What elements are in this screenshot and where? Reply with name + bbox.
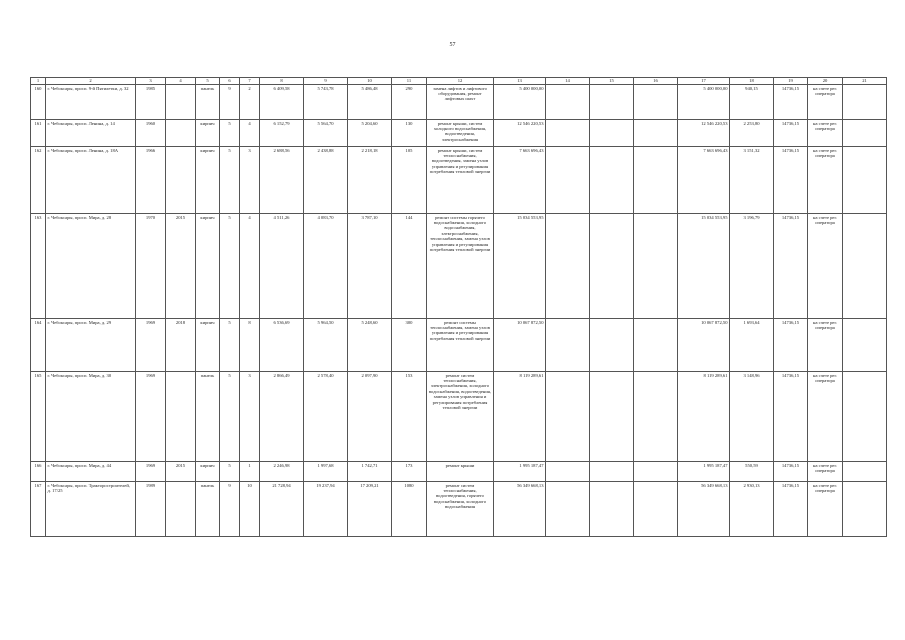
cell-reconstruction-year	[166, 85, 196, 120]
cell-build-year: 1969	[136, 319, 166, 372]
cell-col-16	[634, 372, 678, 462]
column-number: 12	[427, 78, 494, 85]
cell-cost-per-m2: 1 693,64	[730, 319, 774, 372]
cell-residential-area: 2 097,90	[348, 372, 392, 462]
cell-address: г. Чебоксары, просп. Тракторостроителей, д. 17/25	[46, 482, 136, 537]
cell-address: г. Чебоксары, просп. Мира, д. 29	[46, 319, 136, 372]
table-row	[31, 462, 887, 482]
capital-repair-table	[30, 77, 887, 537]
cell-repair-works: ремонт системы теплоснабжения, замена узлов управления и регулирования потребления тепловой энергии	[427, 319, 494, 372]
cell-repair-works: ремонт систем теплоснабжения, водоотведения, горячего водоснабжения, холодного водоснабжения	[427, 482, 494, 537]
cell-repair-works: ремонт крыши	[427, 462, 494, 482]
cell-wall-material: кирпич	[196, 120, 220, 147]
table-row	[31, 214, 887, 319]
cell-cost-per-m2: 940,15	[730, 85, 774, 120]
cell-col-21	[843, 319, 887, 372]
cell-build-year: 1960	[136, 120, 166, 147]
cell-residential-area: 5 204,60	[348, 120, 392, 147]
cell-total-area: 21 728,94	[260, 482, 304, 537]
cell-entrances: 4	[240, 120, 260, 147]
cell-living-area: 2 438,88	[304, 147, 348, 214]
cell-fund-method: на счете рег. оператора	[808, 482, 843, 537]
cell-address: г. Чебоксары, просп. 9-й Пятилетки, д. 32	[46, 85, 136, 120]
cell-residential-area: 5 486,48	[348, 85, 392, 120]
cell-repair-works: ремонт крыши, систем холодного водоснабжения, водоотведения, электроснабжения	[427, 120, 494, 147]
cell-living-area: 5 964,50	[304, 319, 348, 372]
cell-col-16	[634, 462, 678, 482]
column-number: 14	[546, 78, 590, 85]
cell-entrances: 3	[240, 147, 260, 214]
cell-floors: 9	[220, 482, 240, 537]
column-number: 10	[348, 78, 392, 85]
cell-reconstruction-year: 2015	[166, 214, 196, 319]
cell-residents: 173	[392, 462, 427, 482]
cell-fund-amount: 1 995 187,47	[678, 462, 730, 482]
column-number: 18	[730, 78, 774, 85]
cell-total-cost: 12 546 220,53	[494, 120, 546, 147]
cell-total-cost: 10 067 872,50	[494, 319, 546, 372]
cell-cost-per-m2: 3 151,32	[730, 147, 774, 214]
cell-build-year: 1970	[136, 214, 166, 319]
cell-col-14	[546, 372, 590, 462]
cell-reconstruction-year	[166, 482, 196, 537]
cell-max-cost: 14736,15	[774, 319, 808, 372]
cell-living-area: 5 743,78	[304, 85, 348, 120]
cell-residential-area: 1 742,71	[348, 462, 392, 482]
table-row	[31, 147, 887, 214]
cell-reconstruction-year: 2015	[166, 462, 196, 482]
cell-wall-material: кирпич	[196, 462, 220, 482]
cell-reconstruction-year	[166, 372, 196, 462]
cell-reconstruction-year	[166, 147, 196, 214]
column-number: 2	[46, 78, 136, 85]
cell-cost-per-m2: 2 253,80	[730, 120, 774, 147]
column-number: 3	[136, 78, 166, 85]
cell-fund-method: на счете рег. оператора	[808, 120, 843, 147]
column-number-row	[31, 78, 887, 85]
cell-col-15	[590, 120, 634, 147]
cell-row-number: 167	[31, 482, 46, 537]
cell-address: г. Чебоксары, просп. Ленина, д. 18А	[46, 147, 136, 214]
cell-residents: 144	[392, 214, 427, 319]
cell-address: г. Чебоксары, просп. Мира, д. 44	[46, 462, 136, 482]
cell-row-number: 162	[31, 147, 46, 214]
cell-residential-area: 3 787,10	[348, 214, 392, 319]
cell-col-15	[590, 147, 634, 214]
cell-row-number: 161	[31, 120, 46, 147]
cell-fund-amount: 56 349 668,13	[678, 482, 730, 537]
cell-address: г. Чебоксары, просп. Ленина, д. 14	[46, 120, 136, 147]
cell-build-year: 1989	[136, 482, 166, 537]
cell-col-14	[546, 482, 590, 537]
cell-cost-per-m2: 3 148,96	[730, 372, 774, 462]
cell-col-21	[843, 120, 887, 147]
cell-row-number: 163	[31, 214, 46, 319]
cell-total-area: 6 409,58	[260, 85, 304, 120]
cell-living-area: 1 997,68	[304, 462, 348, 482]
column-number: 11	[392, 78, 427, 85]
cell-wall-material: панель	[196, 85, 220, 120]
cell-max-cost: 14736,15	[774, 372, 808, 462]
cell-residents: 153	[392, 372, 427, 462]
cell-col-21	[843, 147, 887, 214]
cell-total-area: 6 152,79	[260, 120, 304, 147]
cell-residents: 1080	[392, 482, 427, 537]
cell-max-cost: 14736,15	[774, 214, 808, 319]
cell-fund-method: на счете рег. оператора	[808, 147, 843, 214]
cell-living-area: 2 578,40	[304, 372, 348, 462]
cell-fund-method: на счете рег. оператора	[808, 214, 843, 319]
cell-col-15	[590, 214, 634, 319]
cell-residents: 130	[392, 120, 427, 147]
cell-living-area: 5 564,70	[304, 120, 348, 147]
cell-residential-area: 5 248,60	[348, 319, 392, 372]
table-row	[31, 85, 887, 120]
cell-fund-amount: 12 546 220,53	[678, 120, 730, 147]
table-row	[31, 319, 887, 372]
column-number: 21	[843, 78, 887, 85]
cell-address: г. Чебоксары, просп. Мира, д. 30	[46, 372, 136, 462]
cell-repair-works: ремонт систем теплоснабжения, электроснабжения, холодного водоснабжения, водоотведения, замена узлов управления и регулирования потребления тепловой энергии	[427, 372, 494, 462]
cell-fund-method: на счете рег. оператора	[808, 85, 843, 120]
cell-total-cost: 1 995 187,47	[494, 462, 546, 482]
cell-col-16	[634, 120, 678, 147]
cell-col-16	[634, 482, 678, 537]
cell-floors: 5	[220, 214, 240, 319]
column-number: 1	[31, 78, 46, 85]
cell-total-cost: 7 663 696,43	[494, 147, 546, 214]
cell-col-21	[843, 214, 887, 319]
cell-living-area: 19 237,94	[304, 482, 348, 537]
page-number: 57	[449, 42, 456, 48]
cell-fund-method: на счете рег. оператора	[808, 462, 843, 482]
cell-total-area: 6 536,69	[260, 319, 304, 372]
column-number: 16	[634, 78, 678, 85]
cell-wall-material: панель	[196, 482, 220, 537]
cell-col-15	[590, 372, 634, 462]
cell-max-cost: 14736,15	[774, 482, 808, 537]
cell-col-16	[634, 85, 678, 120]
cell-repair-works: ремонт системы горячего водоснабжения, холодного водоснабжения, электроснабжения, теплоснабжения, замена узлов управления и регулирования потребления тепловой энергии	[427, 214, 494, 319]
column-number: 13	[494, 78, 546, 85]
cell-floors: 5	[220, 147, 240, 214]
cell-build-year: 1985	[136, 85, 166, 120]
column-number: 20	[808, 78, 843, 85]
cell-entrances: 4	[240, 214, 260, 319]
cell-residents: 290	[392, 85, 427, 120]
cell-col-21	[843, 372, 887, 462]
cell-residential-area: 17 209,21	[348, 482, 392, 537]
cell-floors: 9	[220, 85, 240, 120]
cell-col-16	[634, 214, 678, 319]
cell-entrances: 2	[240, 85, 260, 120]
cell-address: г. Чебоксары, просп. Мира, д. 28	[46, 214, 136, 319]
cell-col-16	[634, 319, 678, 372]
table-row	[31, 372, 887, 462]
cell-col-21	[843, 462, 887, 482]
cell-total-area: 2 866,49	[260, 372, 304, 462]
cell-living-area: 4 083,70	[304, 214, 348, 319]
cell-col-14	[546, 85, 590, 120]
cell-total-cost: 56 349 668,13	[494, 482, 546, 537]
cell-wall-material: кирпич	[196, 319, 220, 372]
cell-entrances: 1	[240, 462, 260, 482]
cell-total-cost: 8 119 289,61	[494, 372, 546, 462]
cell-col-16	[634, 147, 678, 214]
cell-entrances: 3	[240, 372, 260, 462]
cell-fund-method: на счете рег. оператора	[808, 319, 843, 372]
cell-col-14	[546, 120, 590, 147]
cell-repair-works: ремонт крыши, систем теплоснабжения, водоотведения, замена узлов управления и регулирования потребления тепловой энергии	[427, 147, 494, 214]
column-number: 6	[220, 78, 240, 85]
column-number: 17	[678, 78, 730, 85]
cell-residents: 300	[392, 319, 427, 372]
cell-repair-works: замена лифтов и лифтового оборудования, ремонт лифтовых шахт	[427, 85, 494, 120]
cell-cost-per-m2: 2 930,13	[730, 482, 774, 537]
cell-col-15	[590, 462, 634, 482]
cell-row-number: 164	[31, 319, 46, 372]
column-number: 9	[304, 78, 348, 85]
cell-entrances: 8	[240, 319, 260, 372]
cell-col-14	[546, 462, 590, 482]
table-row	[31, 482, 887, 537]
cell-floors: 5	[220, 319, 240, 372]
column-number: 5	[196, 78, 220, 85]
cell-floors: 5	[220, 372, 240, 462]
cell-floors: 5	[220, 462, 240, 482]
cell-total-cost: 5 400 000,00	[494, 85, 546, 120]
cell-total-area: 4 511,26	[260, 214, 304, 319]
cell-build-year: 1966	[136, 147, 166, 214]
cell-max-cost: 14736,15	[774, 120, 808, 147]
cell-total-area: 2 688,56	[260, 147, 304, 214]
cell-col-14	[546, 214, 590, 319]
column-number: 8	[260, 78, 304, 85]
column-number: 4	[166, 78, 196, 85]
cell-fund-amount: 7 663 696,43	[678, 147, 730, 214]
cell-max-cost: 14736,15	[774, 147, 808, 214]
cell-reconstruction-year	[166, 120, 196, 147]
cell-col-14	[546, 147, 590, 214]
column-number: 15	[590, 78, 634, 85]
cell-col-21	[843, 85, 887, 120]
cell-fund-amount: 8 119 289,61	[678, 372, 730, 462]
cell-fund-method: на счете рег. оператора	[808, 372, 843, 462]
cell-col-15	[590, 482, 634, 537]
cell-max-cost: 14736,15	[774, 462, 808, 482]
cell-total-area: 2 246,98	[260, 462, 304, 482]
cell-col-14	[546, 319, 590, 372]
column-number: 19	[774, 78, 808, 85]
cell-wall-material: кирпич	[196, 214, 220, 319]
cell-fund-amount: 10 067 872,50	[678, 319, 730, 372]
cell-fund-amount: 5 400 000,00	[678, 85, 730, 120]
cell-cost-per-m2: 550,59	[730, 462, 774, 482]
cell-max-cost: 14736,15	[774, 85, 808, 120]
cell-build-year: 1969	[136, 372, 166, 462]
cell-residents: 105	[392, 147, 427, 214]
cell-floors: 5	[220, 120, 240, 147]
cell-col-21	[843, 482, 887, 537]
cell-fund-amount: 15 034 553,95	[678, 214, 730, 319]
cell-row-number: 160	[31, 85, 46, 120]
cell-wall-material: кирпич	[196, 147, 220, 214]
cell-col-15	[590, 319, 634, 372]
cell-entrances: 10	[240, 482, 260, 537]
cell-total-cost: 15 034 553,95	[494, 214, 546, 319]
table-row	[31, 120, 887, 147]
cell-cost-per-m2: 3 196,79	[730, 214, 774, 319]
cell-residential-area: 2 218,18	[348, 147, 392, 214]
cell-row-number: 166	[31, 462, 46, 482]
cell-row-number: 165	[31, 372, 46, 462]
cell-col-15	[590, 85, 634, 120]
cell-reconstruction-year: 2018	[166, 319, 196, 372]
cell-wall-material: панель	[196, 372, 220, 462]
column-number: 7	[240, 78, 260, 85]
cell-build-year: 1969	[136, 462, 166, 482]
